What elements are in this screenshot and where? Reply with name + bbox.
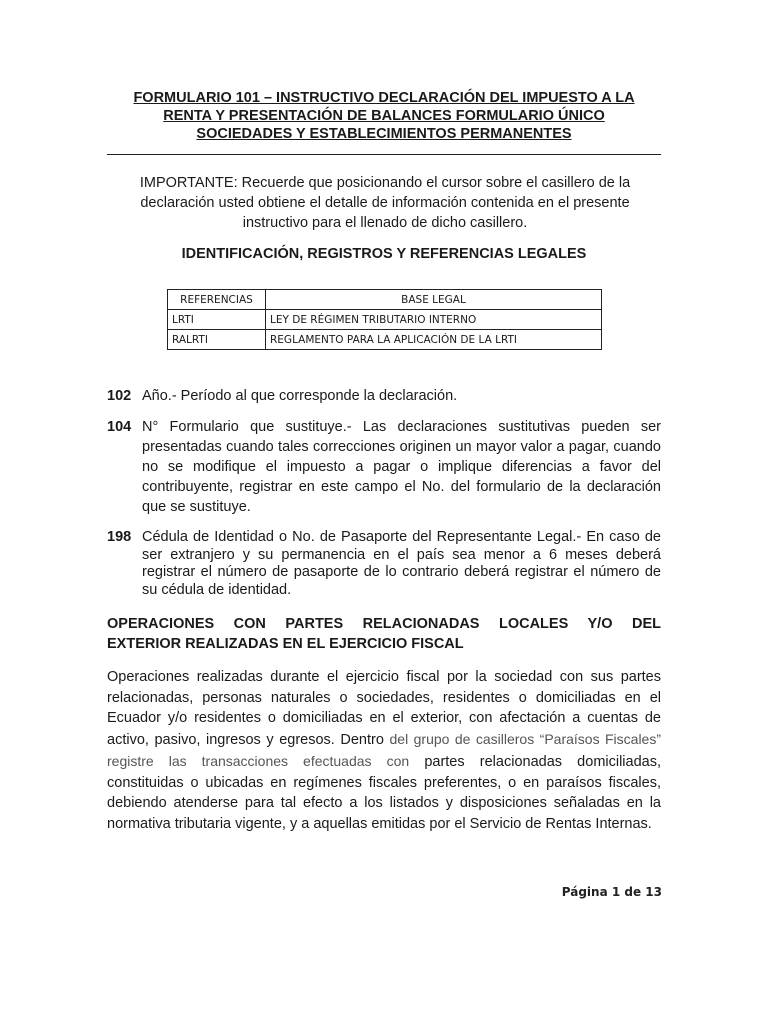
table-cell: RALRTI (168, 330, 266, 350)
heading-line: EXTERIOR REALIZADAS EN EL EJERCICIO FISCAL (107, 636, 464, 652)
section-heading-operaciones (107, 614, 661, 654)
table-header-cell: BASE LEGAL (266, 290, 602, 310)
important-line: instructivo para el llenado de dicho casillero. (242, 215, 528, 231)
field-description: Cédula de Identidad o No. de Pasaporte del Representante Legal.- En caso de ser extranjero y su permanencia en el país sea menor a 6 meses deberá registrar el número de pasaporte de lo contrario deberá registrar el número de su cédula de identidad. (142, 529, 661, 598)
field-description: N° Formulario que sustituye.- Las declaraciones sustitutivas pueden ser presentadas cuando tales correcciones originen un mayor valor a pagar, cuando no se modifique el impuesto a pagar o implique diferencias a favor del contribuyente, registrar en este campo el No. del formulario de la declaración que se sustituye. (142, 419, 661, 515)
field-number: 102 (107, 388, 132, 404)
table-cell: LEY DE RÉGIMEN TRIBUTARIO INTERNO (266, 310, 602, 330)
table-header-row (168, 290, 602, 310)
paragraph-text: partes relacionadas domiciliadas, constituidas o ubicadas en regímenes fiscales preferentes, o en paraísos fiscales, debiendo atenderse para tal efecto a los listados y disposiciones señaladas en la normativa tributaria vigente, y a aquellas emitidas por el Servicio de Rentas Internas. (107, 753, 661, 832)
important-note (120, 173, 650, 233)
field-number: 198 (107, 529, 132, 545)
document-title (107, 89, 661, 143)
table-row (168, 310, 602, 330)
paragraph-text: Operaciones realizadas durante el ejercicio fiscal por la sociedad con sus partes relacionadas, personas naturales o sociedades, residentes o domiciliadas en el Ecuador y/o residentes o domiciliadas en el exterior, con afectación a cuentas de activo, pasivo, ingresos y egresos. Dentro (107, 669, 661, 749)
important-line: declaración usted obtiene el detalle de información contenida en el presente (140, 195, 630, 211)
table-cell: LRTI (168, 310, 266, 330)
field-description: Año.- Período al que corresponde la declaración. (142, 388, 458, 404)
title-line: SOCIEDADES Y ESTABLECIMIENTOS PERMANENTES (196, 126, 572, 142)
important-line: IMPORTANTE: Recuerde que posicionando el cursor sobre el casillero de la (139, 175, 631, 191)
legal-references-table (167, 289, 602, 350)
field-item-104 (107, 417, 661, 517)
paragraph-text-light: del grupo de casilleros “Paraísos Fiscales” registre las transacciones efectuadas con (107, 731, 662, 769)
title-divider (107, 154, 661, 155)
field-number: 104 (107, 419, 132, 435)
title-line: FORMULARIO 101 – INSTRUCTIVO DECLARACIÓN DEL IMPUESTO A LA (133, 90, 635, 106)
table-row (168, 330, 602, 350)
section-heading-identificacion: IDENTIFICACIÓN, REGISTROS Y REFERENCIAS LEGALES (181, 246, 587, 262)
field-item-102 (107, 386, 661, 406)
page-number: Página 1 de 13 (561, 885, 662, 899)
table-cell: REGLAMENTO PARA LA APLICACIÓN DE LA LRTI (266, 330, 602, 350)
heading-line: OPERACIONES CON PARTES RELACIONADAS LOCALES Y/O DEL (107, 616, 661, 632)
operaciones-paragraph (107, 667, 661, 835)
field-item-198 (107, 529, 661, 599)
table-header-cell: REFERENCIAS (168, 290, 266, 310)
title-line: RENTA Y PRESENTACIÓN DE BALANCES FORMULARIO ÚNICO (163, 108, 605, 124)
